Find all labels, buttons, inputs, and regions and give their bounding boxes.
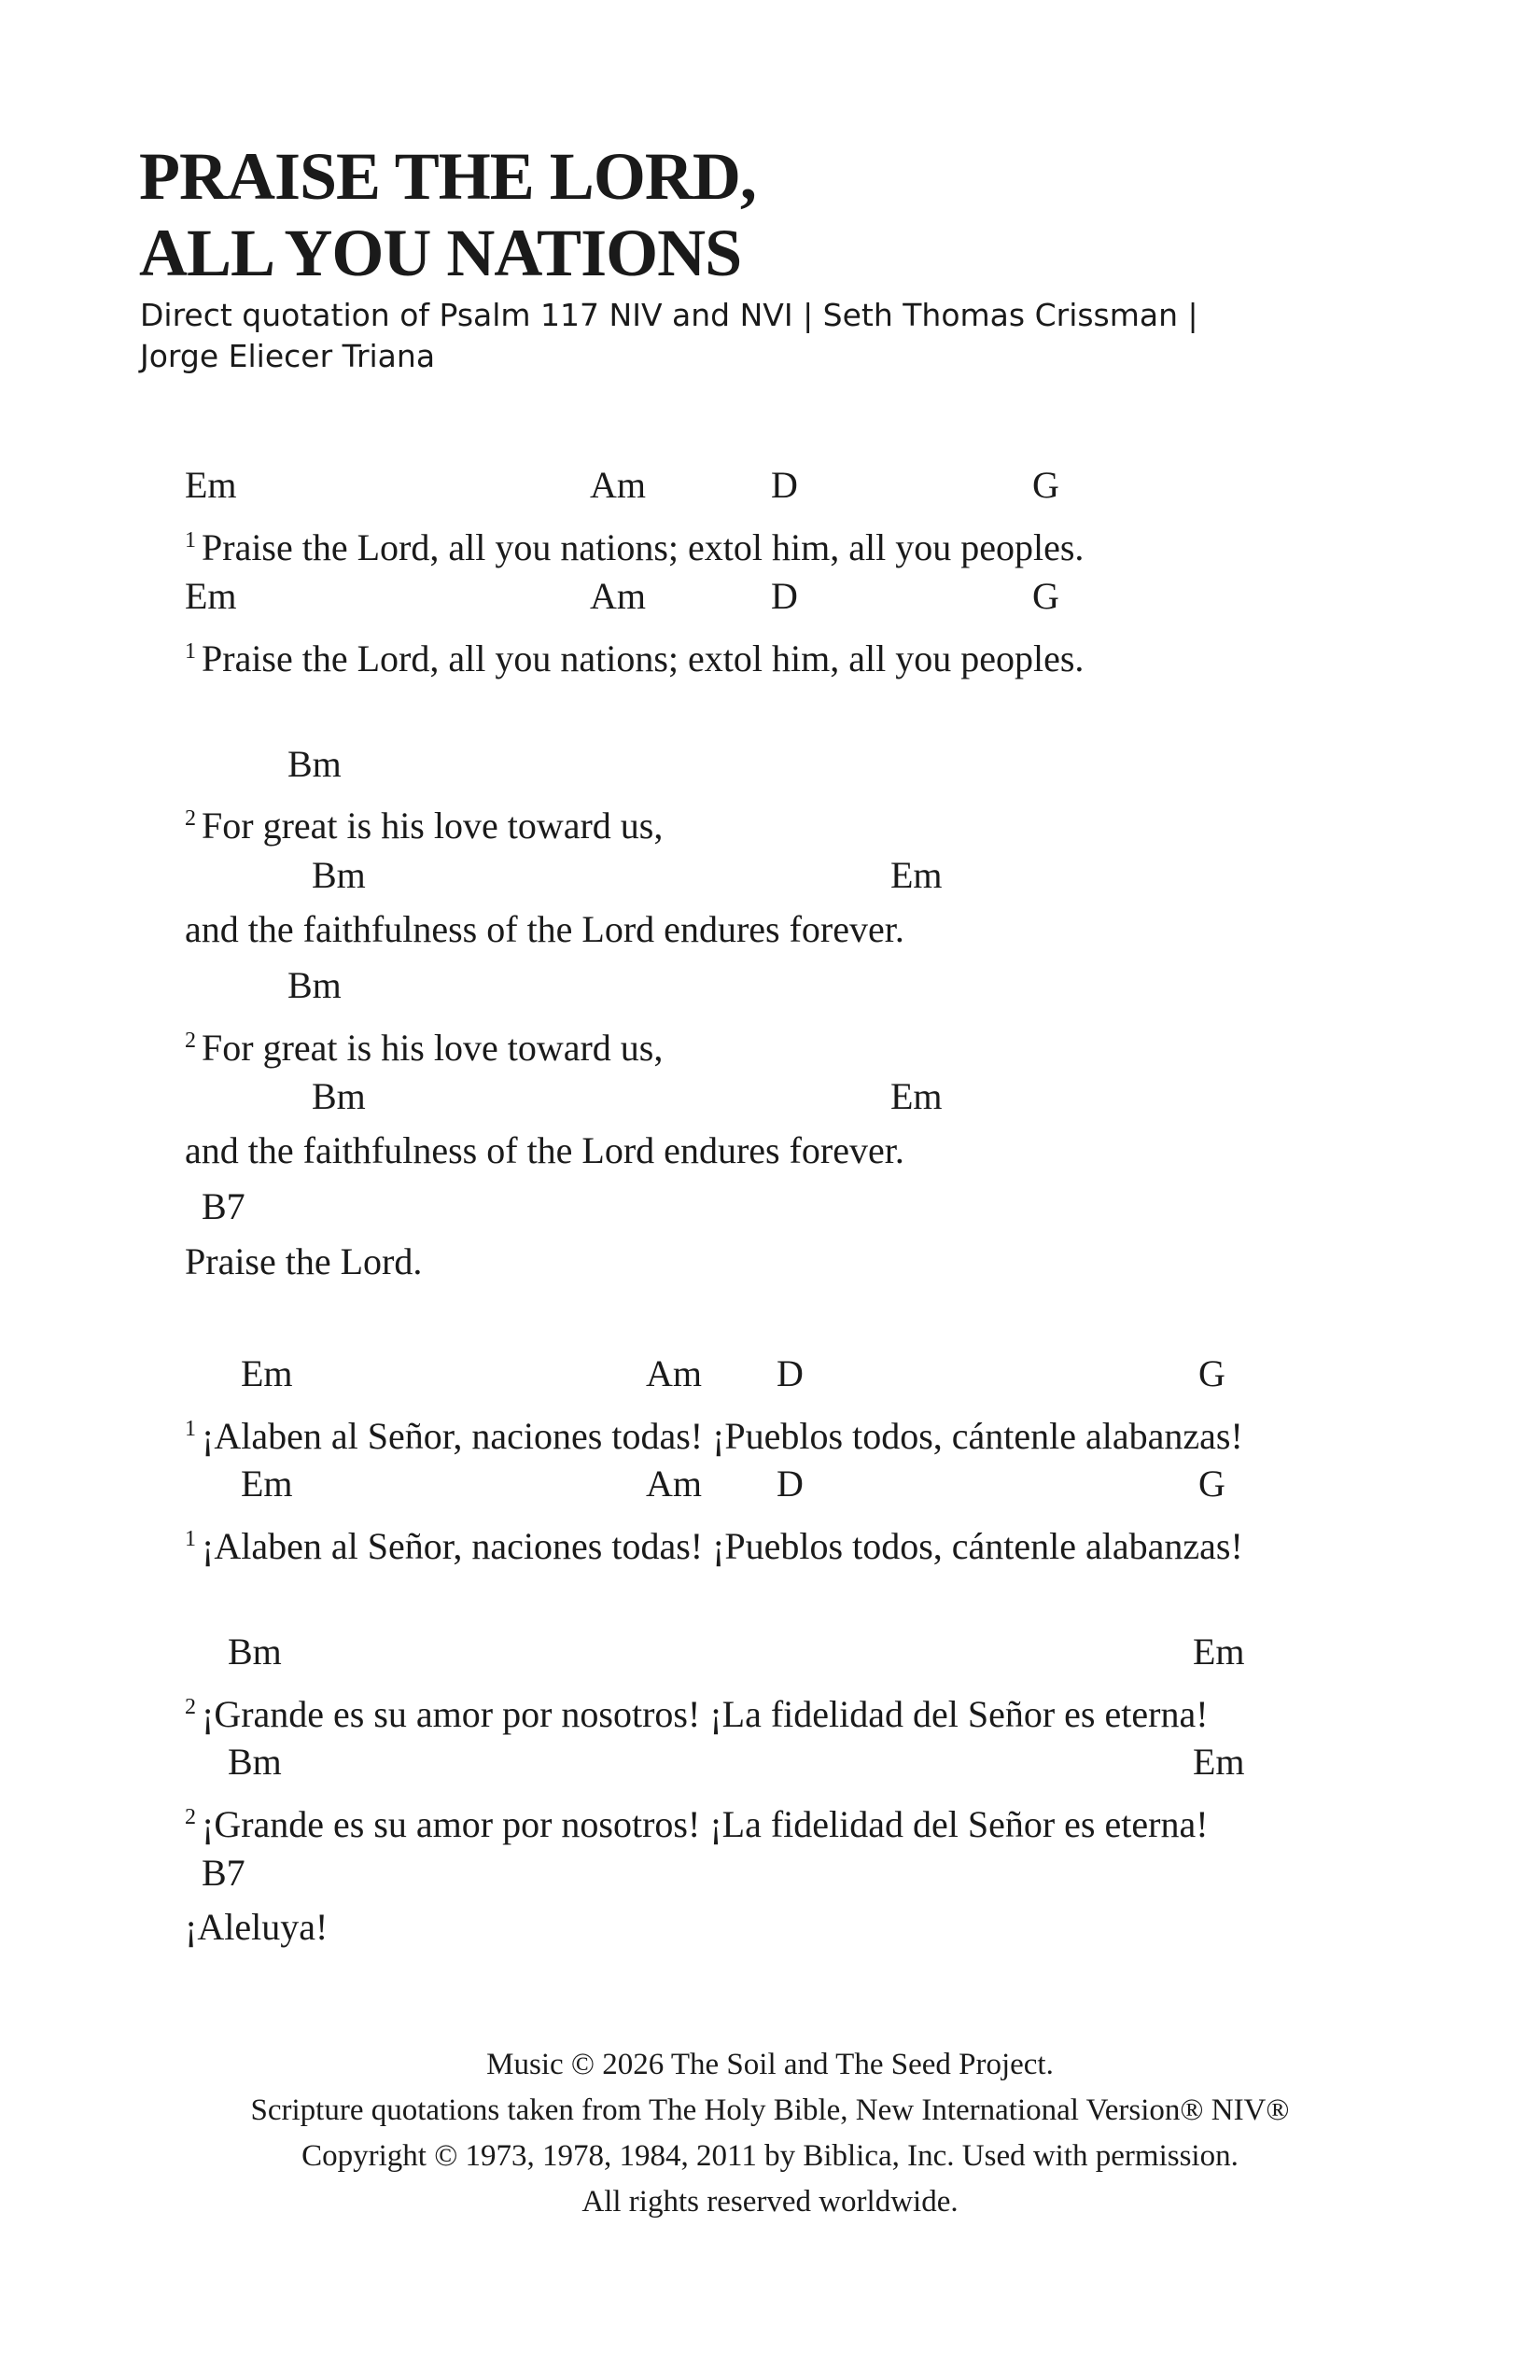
chord: B7 bbox=[202, 1852, 245, 1894]
chord: G bbox=[1032, 464, 1059, 506]
lyric-text: Praise the Lord. bbox=[185, 1240, 423, 1282]
chord: Em bbox=[1193, 1631, 1245, 1673]
footer-line: Scripture quotations taken from The Holy Bible, New International Version® NIV® bbox=[250, 2093, 1290, 2127]
chord: Am bbox=[646, 1463, 702, 1505]
chord: Em bbox=[185, 464, 237, 506]
chord: Bm bbox=[228, 1631, 282, 1673]
lyric-text: and the faithfulness of the Lord endures forever. bbox=[185, 908, 904, 950]
lyric-text: ¡Alaben al Señor, naciones todas! ¡Pueblos todos, cántenle alabanzas! bbox=[202, 1415, 1243, 1457]
lyric-text: For great is his love toward us, bbox=[202, 805, 664, 847]
lyric-text: ¡Grande es su amor por nosotros! ¡La fidelidad del Señor es eterna! bbox=[202, 1693, 1209, 1735]
verse-number: 1 bbox=[185, 1417, 196, 1441]
chord: Am bbox=[590, 464, 646, 506]
song-credits bbox=[140, 295, 1260, 377]
footer-line: Copyright © 1973, 1978, 1984, 2011 by Biblica, Inc. Used with permission. bbox=[301, 2139, 1239, 2173]
lyric-text: ¡Aleluya! bbox=[185, 1906, 329, 1948]
chord: G bbox=[1032, 575, 1059, 617]
chord: Bm bbox=[287, 743, 342, 785]
chord: Bm bbox=[287, 964, 342, 1006]
credits-line-2: Jorge Eliecer Triana bbox=[140, 338, 436, 374]
lyric-text: ¡Grande es su amor por nosotros! ¡La fidelidad del Señor es eterna! bbox=[202, 1803, 1209, 1845]
footer-line: Music © 2026 The Soil and The Seed Project. bbox=[486, 2048, 1054, 2081]
chord: D bbox=[777, 1463, 804, 1505]
chord: Em bbox=[1193, 1741, 1245, 1783]
verse-number: 2 bbox=[185, 1695, 196, 1719]
verse-number: 1 bbox=[185, 639, 196, 664]
lyric-text: Praise the Lord, all you nations; extol him, all you peoples. bbox=[202, 637, 1085, 679]
verse-number: 2 bbox=[185, 1029, 196, 1053]
chord: Am bbox=[646, 1352, 702, 1394]
song-title-line-1: PRAISE THE LORD, bbox=[139, 139, 756, 214]
chord: Em bbox=[185, 575, 237, 617]
lyric-text: Praise the Lord, all you nations; extol him, all you peoples. bbox=[202, 526, 1085, 568]
credits-line-1: Direct quotation of Psalm 117 NIV and NVI | Seth Thomas Crissman | bbox=[140, 297, 1198, 333]
chord: Bm bbox=[312, 854, 366, 896]
chord: Am bbox=[590, 575, 646, 617]
chord: B7 bbox=[202, 1185, 245, 1227]
lyric-text: For great is his love toward us, bbox=[202, 1027, 664, 1069]
chord: G bbox=[1198, 1352, 1225, 1394]
chord: D bbox=[777, 1352, 804, 1394]
verse-number: 2 bbox=[185, 1805, 196, 1829]
song-title bbox=[139, 138, 756, 291]
chord: D bbox=[771, 464, 798, 506]
verse-number: 1 bbox=[185, 528, 196, 553]
chord: Bm bbox=[228, 1741, 282, 1783]
chord: D bbox=[771, 575, 798, 617]
chord: Em bbox=[890, 1075, 943, 1117]
chord: Em bbox=[890, 854, 943, 896]
chord: Bm bbox=[312, 1075, 366, 1117]
lyric-text: ¡Alaben al Señor, naciones todas! ¡Pueblos todos, cántenle alabanzas! bbox=[202, 1525, 1243, 1567]
verse-number: 2 bbox=[185, 806, 196, 831]
chord: G bbox=[1198, 1463, 1225, 1505]
song-title-line-2: ALL YOU NATIONS bbox=[139, 216, 742, 290]
footer-line: All rights reserved worldwide. bbox=[581, 2185, 959, 2219]
chord: Em bbox=[241, 1463, 293, 1505]
copyright-footer bbox=[0, 2042, 1540, 2225]
verse-number: 1 bbox=[185, 1527, 196, 1551]
chord: Em bbox=[241, 1352, 293, 1394]
lyric-text: and the faithfulness of the Lord endures forever. bbox=[185, 1129, 904, 1171]
